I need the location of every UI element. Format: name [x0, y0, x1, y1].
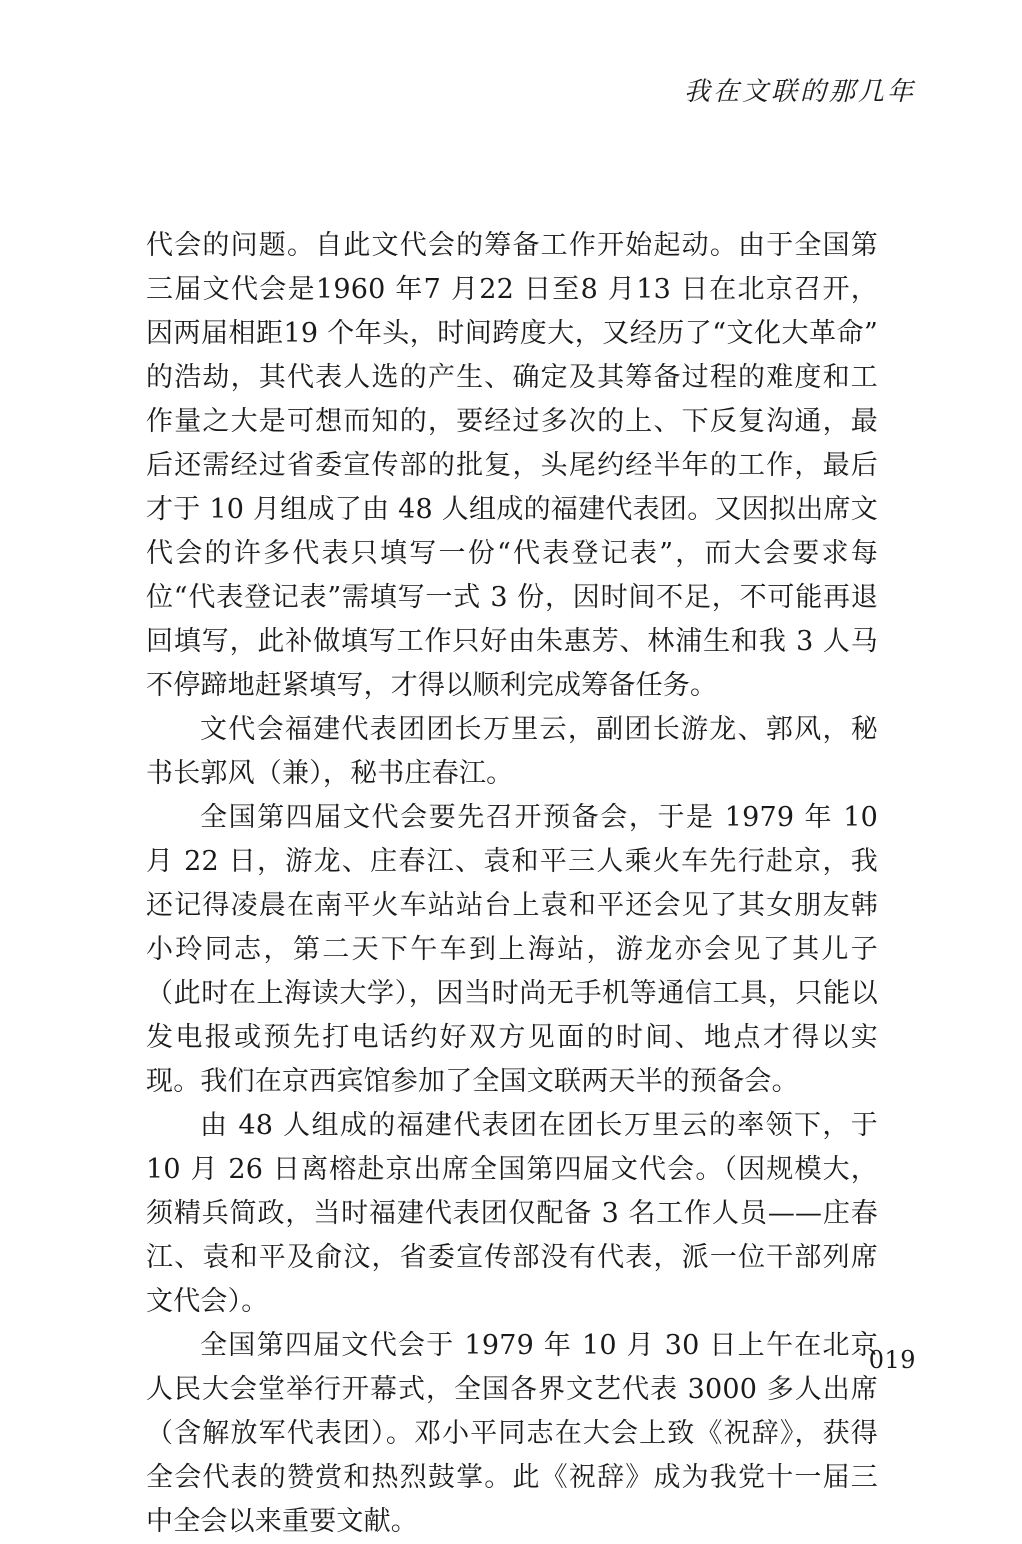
- page-number: 019: [868, 1346, 916, 1374]
- paragraph-2: 文代会福建代表团团长万里云，副团长游龙、郭风，秘书长郭风（兼），秘书庄春江。: [146, 714, 878, 789]
- paragraph-4: 由 48 人组成的福建代表团在团长万里云的率领下，于 10 月 26 日离榕赴京出席全国第四届文代会。（因规模大，须精兵简政，当时福建代表团仅配备 3 名工作人员——庄春江、袁和平及俞汶，省委宣传部没有代表，派一位干部列席文代会）。: [146, 1110, 878, 1317]
- body-text: [146, 224, 878, 1544]
- running-header-title: 我在文联的那几年: [683, 77, 916, 107]
- paragraph-5: 全国第四届文代会于 1979 年 10 月 30 日上午在北京人民大会堂举行开幕式，全国各界文艺代表 3000 多人出席（含解放军代表团）。邓小平同志在大会上致《祝辞》，获得全会代表的赞赏和热烈鼓掌。此《祝辞》成为我党十一届三中全会以来重要文献。: [146, 1330, 878, 1537]
- paragraph-3: 全国第四届文代会要先召开预备会，于是 1979 年 10 月 22 日，游龙、庄春江、袁和平三人乘火车先行赴京，我还记得凌晨在南平火车站站台上袁和平还会见了其女朋友韩小玲同志，第二天下午车到上海站，游龙亦会见了其儿子（此时在上海读大学），因当时尚无手机等通信工具，只能以发电报或预先打电话约好双方见面的时间、地点才得以实现。我们在京西宾馆参加了全国文联两天半的预备会。: [146, 802, 878, 1097]
- paragraph-1: 代会的问题。自此文代会的筹备工作开始起动。由于全国第三届文代会是1960 年7 月22 日至8 月13 日在北京召开，因两届相距19 个年头，时间跨度大，又经历了“文化大革命” 的浩劫，其代表人选的产生、确定及其筹备过程的难度和工作量之大是可想而知的，要经过多次的上、下反复沟通，最后还需经过省委宣传部的批复，头尾约经半年的工作，最后才于 10 月组成了由 48 人组成的福建代表团。又因拟出席文代会的许多代表只填写一份“代表登记表”，而大会要求每位“代表登记表”需填写一式 3 份，因时间不足，不可能再退回填写，此补做填写工作只好由朱惠芳、林浦生和我 3 人马不停蹄地赶紧填写，才得以顺利完成筹备任务。: [146, 230, 878, 701]
